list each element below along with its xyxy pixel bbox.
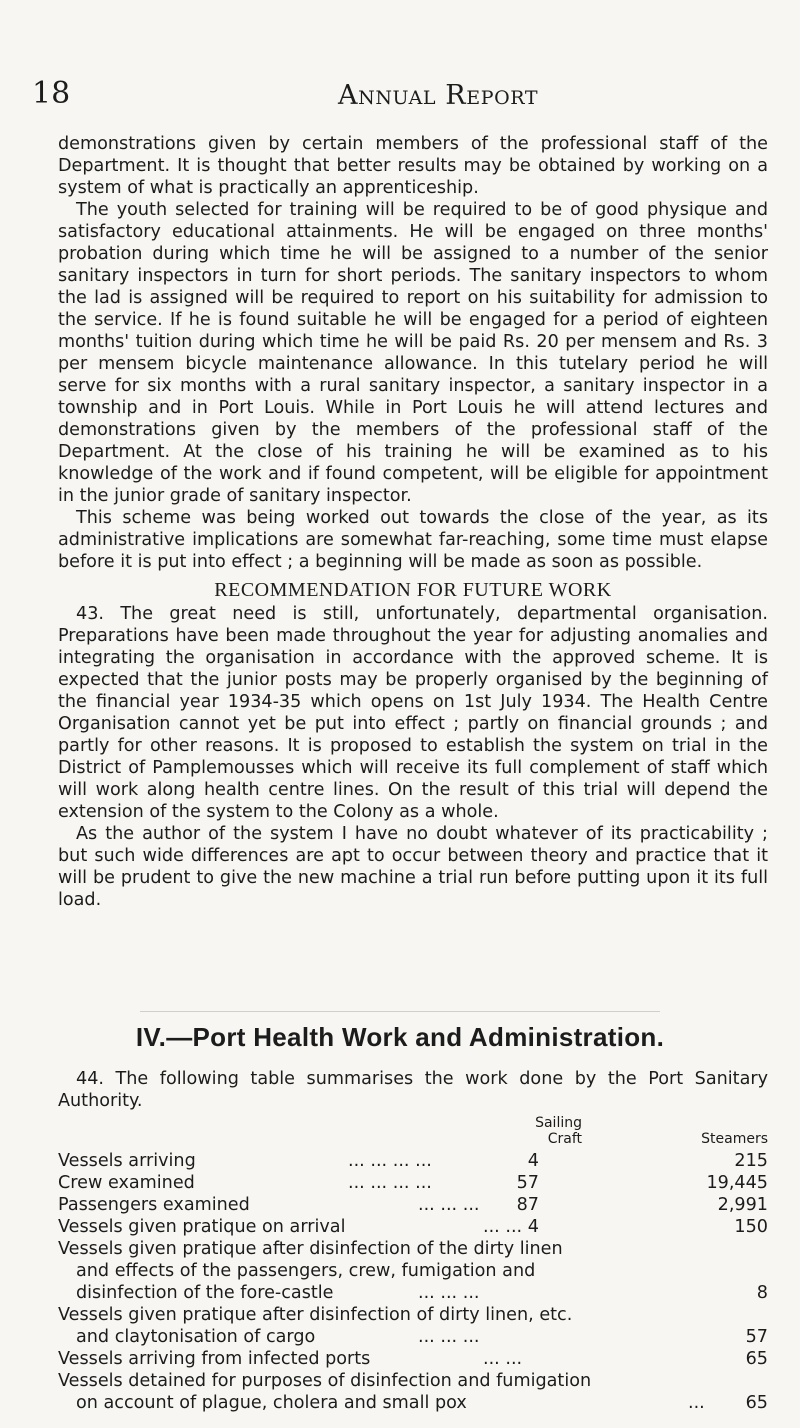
leader-dots: ... — [688, 1393, 705, 1413]
sailing-craft-value: 57 — [516, 1173, 539, 1193]
row-label: Crew examined — [58, 1173, 195, 1193]
table-row — [58, 1216, 768, 1238]
table-row — [58, 1370, 768, 1414]
row-label: Vessels detained for purposes of disinfection and fumigation — [58, 1371, 592, 1391]
table-row — [58, 1194, 768, 1216]
page-number: 18 — [32, 76, 71, 111]
recommendation-heading: RECOMMENDATION FOR FUTURE WORK — [214, 579, 612, 601]
sailing-craft-value: 4 — [527, 1217, 539, 1237]
paragraph: As the author of the system I have no doubt whatever of its practicability ; but such wide differences are apt to occur between theory and practice that it will be prudent to give the new machine a trial run before putting upon it its full load. — [58, 824, 768, 910]
col-header-sailing-craft — [500, 1115, 582, 1147]
steamers-value: 65 — [745, 1393, 768, 1413]
leader-dots: ... ... ... ... — [348, 1173, 432, 1193]
leader-dots: ... ... ... — [418, 1327, 480, 1347]
paragraph: demonstrations given by certain members of the professional staff of the Department. It is thought that better results may be obtained by working on a system of what is practically an apprenticeship. — [58, 134, 768, 198]
row-label-continued: on account of plague, cholera and small pox — [76, 1393, 467, 1413]
paragraph: 44. The following table summarises the work done by the Port Sanitary Authority. — [58, 1069, 768, 1111]
section-title: IV.—Port Health Work and Administration. — [135, 1022, 665, 1052]
row-label: Vessels given pratique after disinfection of dirty linen, etc. — [58, 1305, 573, 1325]
steamers-value: 65 — [745, 1349, 768, 1369]
row-label: Passengers examined — [58, 1195, 250, 1215]
leader-dots: ... ... — [483, 1217, 523, 1237]
page-header — [0, 76, 800, 116]
leader-dots: ... ... ... — [418, 1195, 480, 1215]
col-header-line: Craft — [547, 1131, 582, 1147]
steamers-value: 19,445 — [706, 1173, 768, 1193]
table-intro — [58, 1068, 768, 1112]
sailing-craft-value: 87 — [516, 1195, 539, 1215]
paragraph: The youth selected for training will be required to be of good physique and satisfactory educational attainments. He will be engaged on three months' probation during which time he will be assigned to a number of the senior sanitary inspectors in turn for short periods. The sanitary inspectors to whom the lad is assigned will be required to report on his suitability for admission to the service. If he is found suitable he will be engaged for a period of eighteen months' tuition during which time he will be paid Rs. 20 per mensem and Rs. 3 per mensem bicycle maintenance allowance. In this tutelary period he will serve for six months with a rural sanitary inspector, a sanitary inspector in a township and in Port Louis. While in Port Louis he will attend lectures and demonstrations given by the members of the professional staff of the Department. At the close of his training he will be examined as to his knowledge of the work and if found competent, will be eligible for appointment in the junior grade of sanitary inspector. — [58, 200, 768, 506]
col-header-line: Sailing — [535, 1115, 582, 1131]
leader-dots: ... ... ... ... — [348, 1151, 432, 1171]
running-title: Annual Report — [338, 80, 539, 111]
table-row — [58, 1172, 768, 1194]
steamers-value: 57 — [745, 1327, 768, 1347]
table-row — [58, 1304, 768, 1348]
body-text — [58, 133, 768, 911]
leader-dots: ... ... — [483, 1349, 523, 1369]
steamers-value: 150 — [734, 1217, 768, 1237]
col-header-steamers: Steamers — [701, 1131, 768, 1147]
row-label: Vessels given pratique on arrival — [58, 1217, 346, 1237]
table-row — [58, 1238, 768, 1304]
row-label: Vessels given pratique after disinfection of the dirty linen — [58, 1239, 563, 1259]
row-label-continued: and effects of the passengers, crew, fumigation and — [76, 1261, 536, 1281]
row-label-continued: and claytonisation of cargo — [76, 1327, 316, 1347]
table-row — [58, 1150, 768, 1172]
row-label: Vessels arriving — [58, 1151, 196, 1171]
steamers-value: 2,991 — [717, 1195, 768, 1215]
row-label-continued: disinfection of the fore-castle — [76, 1283, 334, 1303]
steamers-value: 215 — [734, 1151, 768, 1171]
steamers-value: 8 — [756, 1283, 768, 1303]
leader-dots: ... ... ... — [418, 1283, 480, 1303]
table-row — [58, 1348, 768, 1370]
section-divider — [140, 1011, 660, 1012]
paragraph: This scheme was being worked out towards the close of the year, as its administrative implications are somewhat far-reaching, some time must elapse before it is put into effect ; a beginning will be made as soon as possible. — [58, 508, 768, 572]
sailing-craft-value: 4 — [527, 1151, 539, 1171]
row-label: Vessels arriving from infected ports — [58, 1349, 371, 1369]
paragraph: 43. The great need is still, unfortunately, departmental organisation. Preparations have been made throughout the year for adjusting anomalies and integrating the organisation in accordance with the approved scheme. It is expected that the junior posts may be properly organised by the beginning of the financial year 1934-35 which opens on 1st July 1934. The Health Centre Organisation cannot yet be put into effect ; partly on financial grounds ; and partly for other reasons. It is proposed to establish the system on trial in the District of Pamplemousses which will receive its full complement of staff which will work along health centre lines. On the result of this trial will depend the extension of the system to the Colony as a whole. — [58, 604, 768, 822]
